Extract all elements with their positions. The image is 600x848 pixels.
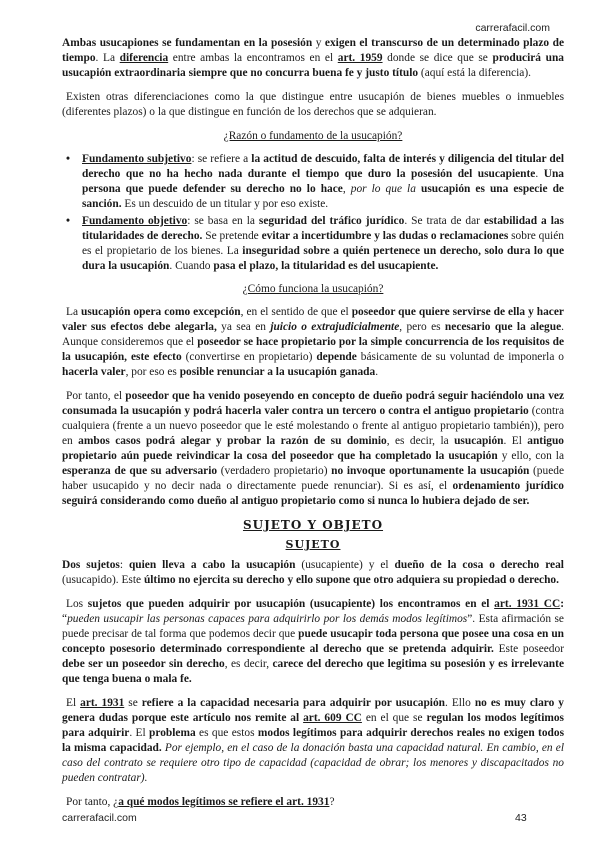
- text: ambos casos podrá alegar y probar la razón de su dominio: [78, 435, 387, 447]
- text: usucapión: [454, 435, 504, 447]
- text: juicio o extrajudicialmente: [270, 321, 400, 333]
- text: puede usucapir toda persona que posee una cosa en un concepto posesorio determinado correspondiente al derecho que se pretenda adquirir.: [62, 628, 564, 655]
- paragraph-pregunta-final: [62, 795, 564, 810]
- text: ¿: [113, 796, 119, 808]
- text: Fundamento objetivo: [82, 215, 188, 227]
- text: (contra cualquiera (frente a un nuevo poseedor que le esté molestando o frente al antiguo propietario también)), pero en: [62, 405, 564, 447]
- footer-site: carrerafacil.com: [62, 812, 137, 824]
- text: básicamente de su voluntad de imponerla o: [356, 351, 564, 363]
- text: Este poseedor: [493, 643, 564, 655]
- quote-text: pueden usucapir las personas capaces para adquirirlo por los demás modos legítimos: [67, 613, 468, 625]
- paragraph-opera-excepcion: [62, 305, 564, 380]
- text: ”.: [467, 613, 479, 625]
- text: ya sea en: [216, 321, 271, 333]
- text: se: [124, 697, 142, 709]
- paragraph-dos-sujetos: [62, 558, 564, 588]
- text: ?: [329, 796, 335, 808]
- text: , es decir, la: [386, 435, 455, 447]
- text: estabilidad a las titularidades de derecho.: [82, 215, 564, 242]
- text: (aquí está la diferencia).: [418, 67, 531, 79]
- text: , en el sentido de que el: [240, 306, 352, 318]
- text: ordenamiento jurídico seguirá considerando como dueño al antiguo propietario como si nunca lo hubiera dejado de ser.: [62, 480, 564, 507]
- text: Por tanto,: [66, 796, 114, 808]
- heading-razon: [62, 129, 564, 144]
- text: no es muy claro y genera dudas porque este artículo nos remite al: [62, 697, 564, 724]
- text: Por ejemplo, en el caso de la donación basta una capacidad natural. En cambio, en el caso del contrato se requiere otro tipo de capacidad (capacidad de obrar; los menores y discapacitados no pueden contratar).: [62, 742, 564, 784]
- text: y: [312, 37, 325, 49]
- text: .: [375, 366, 379, 378]
- text: regulan los modos legítimos para adquirir: [62, 712, 564, 739]
- text: Existen otras diferenciaciones como la que distingue entre usucapión de bienes muebles o inmuebles (diferentes plazos) o la que distingue en función de los derechos que se adquieran.: [62, 91, 564, 118]
- bullet-icon: •: [66, 153, 70, 165]
- fundamentos-list: [62, 152, 564, 274]
- text: poseedor que quiere servirse de ella y hacer valer sus efectos debe alegarla,: [62, 306, 564, 333]
- heading-text: ¿Cómo funciona la usucapión?: [242, 283, 384, 295]
- text: (puede haber usucapido y no decir nada o directamente puede renunciar). Si es así, el: [62, 465, 565, 492]
- text: Por tanto, el: [66, 390, 126, 402]
- text: . Ello: [445, 697, 475, 709]
- text: .: [535, 168, 544, 180]
- text: Esta afirmación: [478, 613, 552, 625]
- text: (verdadero propietario): [217, 465, 332, 477]
- text: . Aunque consideremos que el: [62, 321, 564, 348]
- text: hacerla valer: [62, 366, 126, 378]
- text: la actitud de descuido, falta de interés y diligencia del titular del derecho que no ha hecho nada durante el tiempo que duro la posesión del usucapiente: [82, 153, 564, 180]
- text: Una persona que puede defender su derecho no lo hace: [82, 168, 564, 195]
- page-body: [62, 36, 564, 819]
- text: por lo que la: [350, 183, 416, 195]
- text: depende: [316, 351, 357, 363]
- paragraph-otras-diferenciaciones: [62, 90, 564, 120]
- text: dueño de la cosa o derecho real: [394, 559, 564, 571]
- text: poseedor se hace propietario por la simple concurrencia de los requisitos de la usucapión, este efecto: [62, 336, 564, 363]
- text: :: [560, 598, 564, 610]
- heading-funciona: [62, 282, 564, 297]
- text: Fundamento subjetivo: [82, 153, 192, 165]
- text: , por eso es: [125, 366, 180, 378]
- header-site: carrerafacil.com: [475, 22, 550, 34]
- text: Es un descuido de un titular y por eso existe.: [121, 198, 329, 210]
- text: (convertirse en propietario): [181, 351, 317, 363]
- paragraph-capacidad: [62, 696, 564, 786]
- text: a qué modos legítimos se refiere el art. 1931: [118, 796, 330, 808]
- list-item-fundamento-objetivo: [62, 214, 564, 274]
- text: debe ser un poseedor sin derecho: [62, 658, 225, 670]
- heading-text: ¿Razón o fundamento de la usucapión?: [223, 130, 403, 142]
- text: último no ejercita su derecho y ello supone que otro adquiera su propiedad o derecho.: [143, 574, 559, 586]
- bullet-icon: •: [66, 215, 70, 227]
- paragraph-usucapiones-fundamento: [62, 36, 564, 81]
- text: es que estos: [195, 727, 258, 739]
- text: en el que se: [361, 712, 427, 724]
- section-title: SUJETO Y OBJETO: [242, 518, 384, 532]
- article-ref: art. 609 CC: [303, 712, 362, 724]
- text: donde se dice que se: [382, 52, 493, 64]
- text: :: [119, 559, 129, 571]
- text: Dos sujetos: [62, 559, 120, 571]
- text: . El: [129, 727, 150, 739]
- text: El: [66, 697, 81, 709]
- text: posible renunciar a la usucapión ganada: [179, 366, 376, 378]
- text: . Cuando: [169, 260, 214, 272]
- text: “: [62, 613, 68, 625]
- text: y ello, con la: [497, 450, 564, 462]
- text: modos legítimos para adquirir derechos reales no exigen todos la misma capacidad.: [62, 727, 564, 754]
- text: ,: [342, 183, 351, 195]
- text: inseguridad sobre a quién pertenece un derecho, solo dura lo que dura la usucapión: [82, 245, 564, 272]
- text: , es decir,: [224, 658, 273, 670]
- text: Se pretende: [202, 230, 262, 242]
- text: no invoque oportunamente la usucapión: [331, 465, 530, 477]
- text: quien lleva a cabo la usucapión: [128, 559, 296, 571]
- text: seguridad del tráfico jurídico: [258, 215, 405, 227]
- text: (usucapiente) y el: [295, 559, 395, 571]
- text: Los: [66, 598, 88, 610]
- text: diferencia: [119, 52, 169, 64]
- text: problema: [149, 727, 196, 739]
- page-number: 43: [515, 812, 527, 824]
- text: poseedor que ha venido poseyendo en concepto de dueño podrá seguir haciéndolo una vez consumada la usucapión y podrá hacerla valer contra un tercero o contra el antiguo propietario: [62, 390, 564, 417]
- text: (usucapido). Este: [62, 574, 144, 586]
- text: necesario que la alegue: [444, 321, 562, 333]
- text: , pero es: [399, 321, 445, 333]
- article-ref: art. 1931 CC: [494, 598, 561, 610]
- text: Ambas usucapiones se fundamentan en la posesión: [62, 37, 313, 49]
- text: refiere a la capacidad necesaria para adquirir por usucapión: [141, 697, 445, 709]
- text: sobre quién es el propietario de los bienes. La: [82, 230, 564, 257]
- text: pasa el plazo, la titularidad es del usucapiente.: [213, 260, 439, 272]
- text: antiguo propietario aún puede reivindicar la cosa del poseedor que ha completado la usucapión: [62, 435, 564, 462]
- article-ref: art. 1959: [337, 52, 383, 64]
- text: sujetos que pueden adquirir por usucapión (usucapiente) los encontramos en el: [87, 598, 495, 610]
- paragraph-por-tanto-poseedor: [62, 389, 564, 509]
- text: usucapión es una especie de sanción.: [82, 183, 564, 210]
- text: entre ambas la encontramos en el: [168, 52, 338, 64]
- text: exigen el transcurso de un determinado plazo de tiempo: [62, 37, 565, 64]
- list-item-fundamento-subjetivo: [62, 152, 564, 212]
- article-ref: art. 1931: [80, 697, 125, 709]
- paragraph-sujetos-adquirir: [62, 597, 564, 687]
- text: se puede precisar de tal forma que podemos decir que: [62, 613, 564, 640]
- text: La: [66, 306, 82, 318]
- text: esperanza de que su adversario: [62, 465, 218, 477]
- subsection-title: SUJETO: [285, 538, 341, 551]
- text: evitar a incertidumbre y las dudas o reclamaciones: [261, 230, 509, 242]
- text: usucapión opera como excepción: [81, 306, 241, 318]
- text: : se basa en la: [187, 215, 259, 227]
- text: producirá una usucapión extraordinaria siempre que no concurra buena fe y justo título: [62, 52, 564, 79]
- text: . La: [95, 52, 120, 64]
- text: . Se trata de dar: [404, 215, 484, 227]
- text: . El: [503, 435, 528, 447]
- text: carece del derecho que legitima su posesión y es irrelevante que tenga buena o mala fe.: [62, 658, 564, 685]
- text: : se refiere a: [191, 153, 252, 165]
